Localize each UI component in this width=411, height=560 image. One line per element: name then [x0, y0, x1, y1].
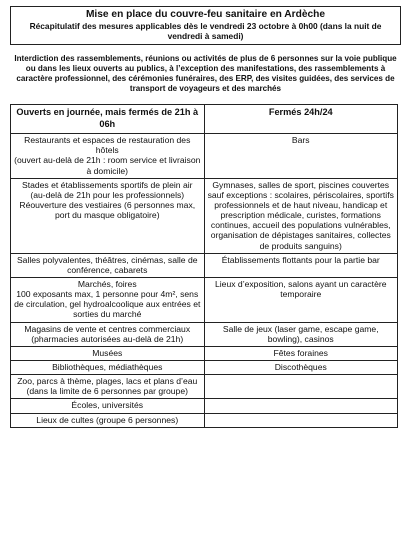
table-row: [11, 346, 398, 360]
table-header-row: [11, 105, 398, 134]
cell-open-daytime: Écoles, universités: [11, 399, 205, 413]
cell-open-daytime: Bibliothèques, médiathèques: [11, 361, 205, 375]
cell-open-daytime: Zoo, parcs à thème, plages, lacs et plans d’eau (dans la limite de 6 personnes par groupe): [11, 375, 205, 399]
table-row: [11, 278, 398, 323]
cell-open-daytime: Restaurants et espaces de restauration des hôtels (ouvert au-delà de 21h : room service et livraison à domicile): [11, 134, 205, 179]
cell-open-daytime: Lieux de cultes (groupe 6 personnes): [11, 413, 205, 427]
cell-closed-24h: Lieux d’exposition, salons ayant un caractère temporaire: [204, 278, 398, 323]
cell-closed-24h: [204, 399, 398, 413]
table-row: [11, 399, 398, 413]
cell-closed-24h: Établissements flottants pour la partie bar: [204, 253, 398, 277]
table-row: [11, 361, 398, 375]
intro-paragraph: Interdiction des rassemblements, réunions ou activités de plus de 6 personnes sur la voie publique ou dans les lieux ouverts au publics, à l’exception des manifestations, des rassemblements à caractère professionnel, des cérémonies funéraires, des ERP, des visites guidées, des services de transport de voyageurs et des marchés: [14, 54, 397, 93]
document-subtitle: Récapitulatif des mesures applicables dès le vendredi 23 octobre à 0h00 (dans la nuit de vendredi à samedi): [29, 21, 382, 42]
cell-open-daytime: Stades et établissements sportifs de plein air (au-delà de 21h pour les professionnels) Réouverture des vestiaires (6 personnes max, port du masque obligatoire): [11, 178, 205, 253]
cell-closed-24h: [204, 375, 398, 399]
cell-open-daytime: Musées: [11, 346, 205, 360]
header-closed-24h: Fermés 24h/24: [204, 105, 398, 134]
cell-closed-24h: Fêtes foraines: [204, 346, 398, 360]
document-title: Mise en place du couvre-feu sanitaire en Ardèche: [85, 9, 326, 20]
table-row: [11, 134, 398, 179]
header-open-daytime: Ouverts en journée, mais fermés de 21h à 06h: [11, 105, 205, 134]
cell-closed-24h: Salle de jeux (laser game, escape game, bowling), casinos: [204, 322, 398, 346]
measures-table: [10, 104, 398, 428]
cell-open-daytime: Magasins de vente et centres commerciaux (pharmacies autorisées au-delà de 21h): [11, 322, 205, 346]
cell-open-daytime: Marchés, foires 100 exposants max, 1 personne pour 4m², sens de circulation, gel hydroalcoolique aux entrées et sorties du marché: [11, 278, 205, 323]
table-row: [11, 413, 398, 427]
cell-closed-24h: [204, 413, 398, 427]
title-box: [10, 6, 401, 45]
cell-closed-24h: Bars: [204, 134, 398, 179]
table-row: [11, 178, 398, 253]
table-row: [11, 322, 398, 346]
table-row: [11, 253, 398, 277]
table-body: [11, 134, 398, 428]
table-row: [11, 375, 398, 399]
cell-closed-24h: Discothèques: [204, 361, 398, 375]
cell-closed-24h: Gymnases, salles de sport, piscines couvertes sauf exceptions : scolaires, périscolaires, sportifs professionnels et de haut niveau, handicap et prescription médicale, curistes, formations continues, accueil des populations vulnérables, organisation de dépistages sanitaires, collectes de produits sanguins): [204, 178, 398, 253]
cell-open-daytime: Salles polyvalentes, théâtres, cinémas, salle de conférence, cabarets: [11, 253, 205, 277]
